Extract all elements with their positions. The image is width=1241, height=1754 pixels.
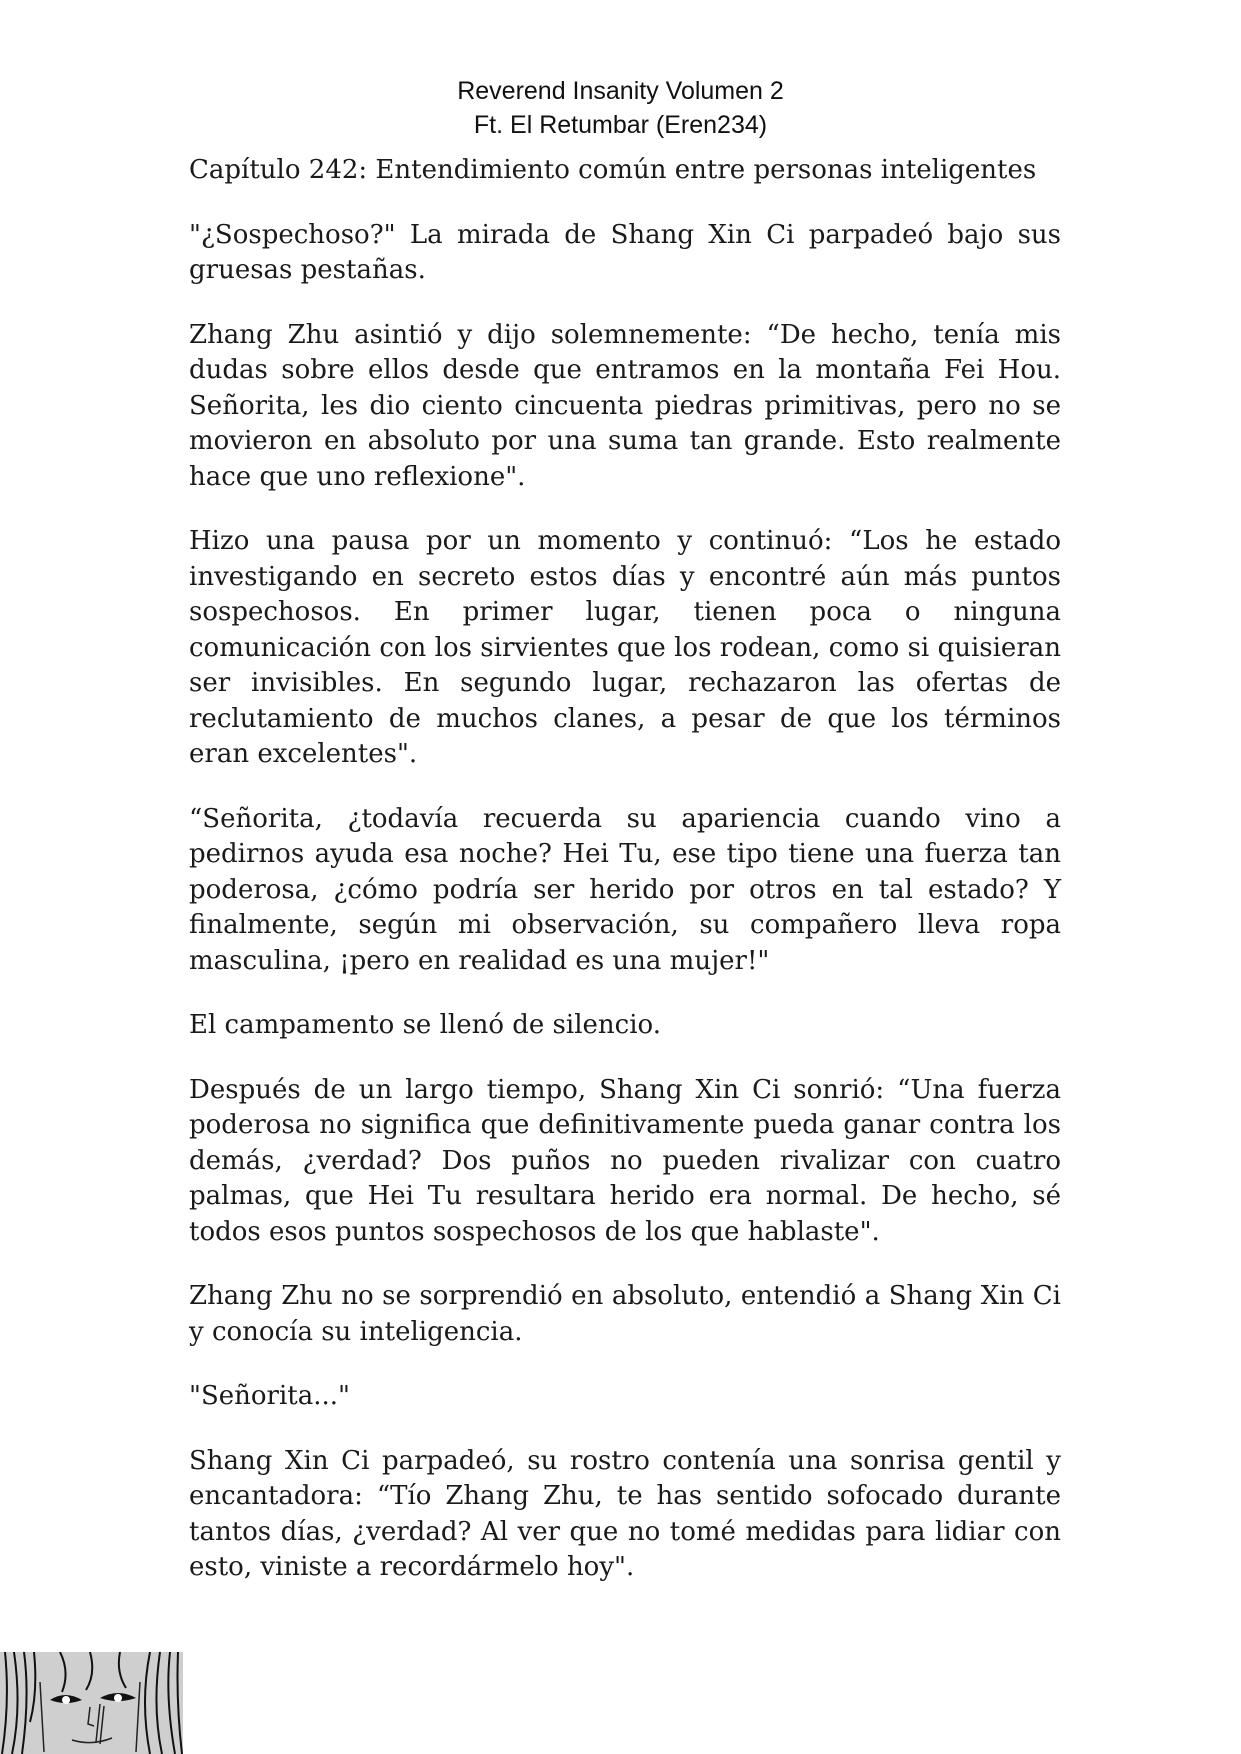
paragraph: "Señorita..." [189, 1381, 351, 1411]
paragraph: Hizo una pausa por un momento y continuó: “Los he estado investigando en secreto estos días y encontré aún más puntos sospechosos. En primer lugar, tienen poca o ninguna comunicación con los sirvientes que los rodean, como si quisieran ser invisibles. En segundo lugar, rechazaron las ofertas de reclutamiento de muchos clanes, a pesar de que los términos eran excelentes". [189, 526, 1061, 769]
chapter-title: Capítulo 242: Entendimiento común entre personas inteligentes [189, 155, 1037, 185]
page-header [0, 74, 1241, 142]
paragraph: "¿Sospechoso?" La mirada de Shang Xin Ci parpadeó bajo sus gruesas pestañas. [189, 219, 1061, 285]
paragraph: Zhang Zhu no se sorprendió en absoluto, entendió a Shang Xin Ci y conocía su inteligencia. [189, 1281, 1061, 1347]
paragraph: Shang Xin Ci parpadeó, su rostro contenía una sonrisa gentil y encantadora: “Tío Zhang Zhu, te has sentido sofocado durante tantos días, ¿verdad? Al ver que no tomé medidas para lidiar con esto, viniste a recordármelo hoy". [189, 1445, 1061, 1582]
paragraph: Después de un largo tiempo, Shang Xin Ci sonrió: “Una fuerza poderosa no significa que definitivamente pueda ganar contra los demás, ¿verdad? Dos puños no pueden rivalizar con cuatro palmas, que Hei Tu resultara herido era normal. De hecho, sé todos esos puntos sospechosos de los que hablaste". [189, 1074, 1061, 1247]
paragraph: “Señorita, ¿todavía recuerda su apariencia cuando vino a pedirnos ayuda esa noche? Hei Tu, ese tipo tiene una fuerza tan poderosa, ¿cómo podría ser herido por otros en tal estado? Y finalmente, según mi observación, su compañero lleva ropa masculina, ¡pero en realidad es una mujer!" [189, 803, 1061, 976]
document-body [189, 153, 1061, 1615]
paragraph: El campamento se llenó de silencio. [189, 1010, 661, 1040]
header-title: Reverend Insanity Volumen 2 [457, 77, 784, 105]
manga-face-illustration-icon [0, 1652, 183, 1754]
header-credit: Ft. El Retumbar (Eren234) [473, 111, 768, 139]
paragraph: Zhang Zhu asintió y dijo solemnemente: “De hecho, tenía mis dudas sobre ellos desde que entramos en la montaña Fei Hou. Señorita, les dio ciento cincuenta piedras primitivas, pero no se movieron en absoluto por una suma tan grande. Esto realmente hace que uno reflexione". [189, 319, 1061, 492]
